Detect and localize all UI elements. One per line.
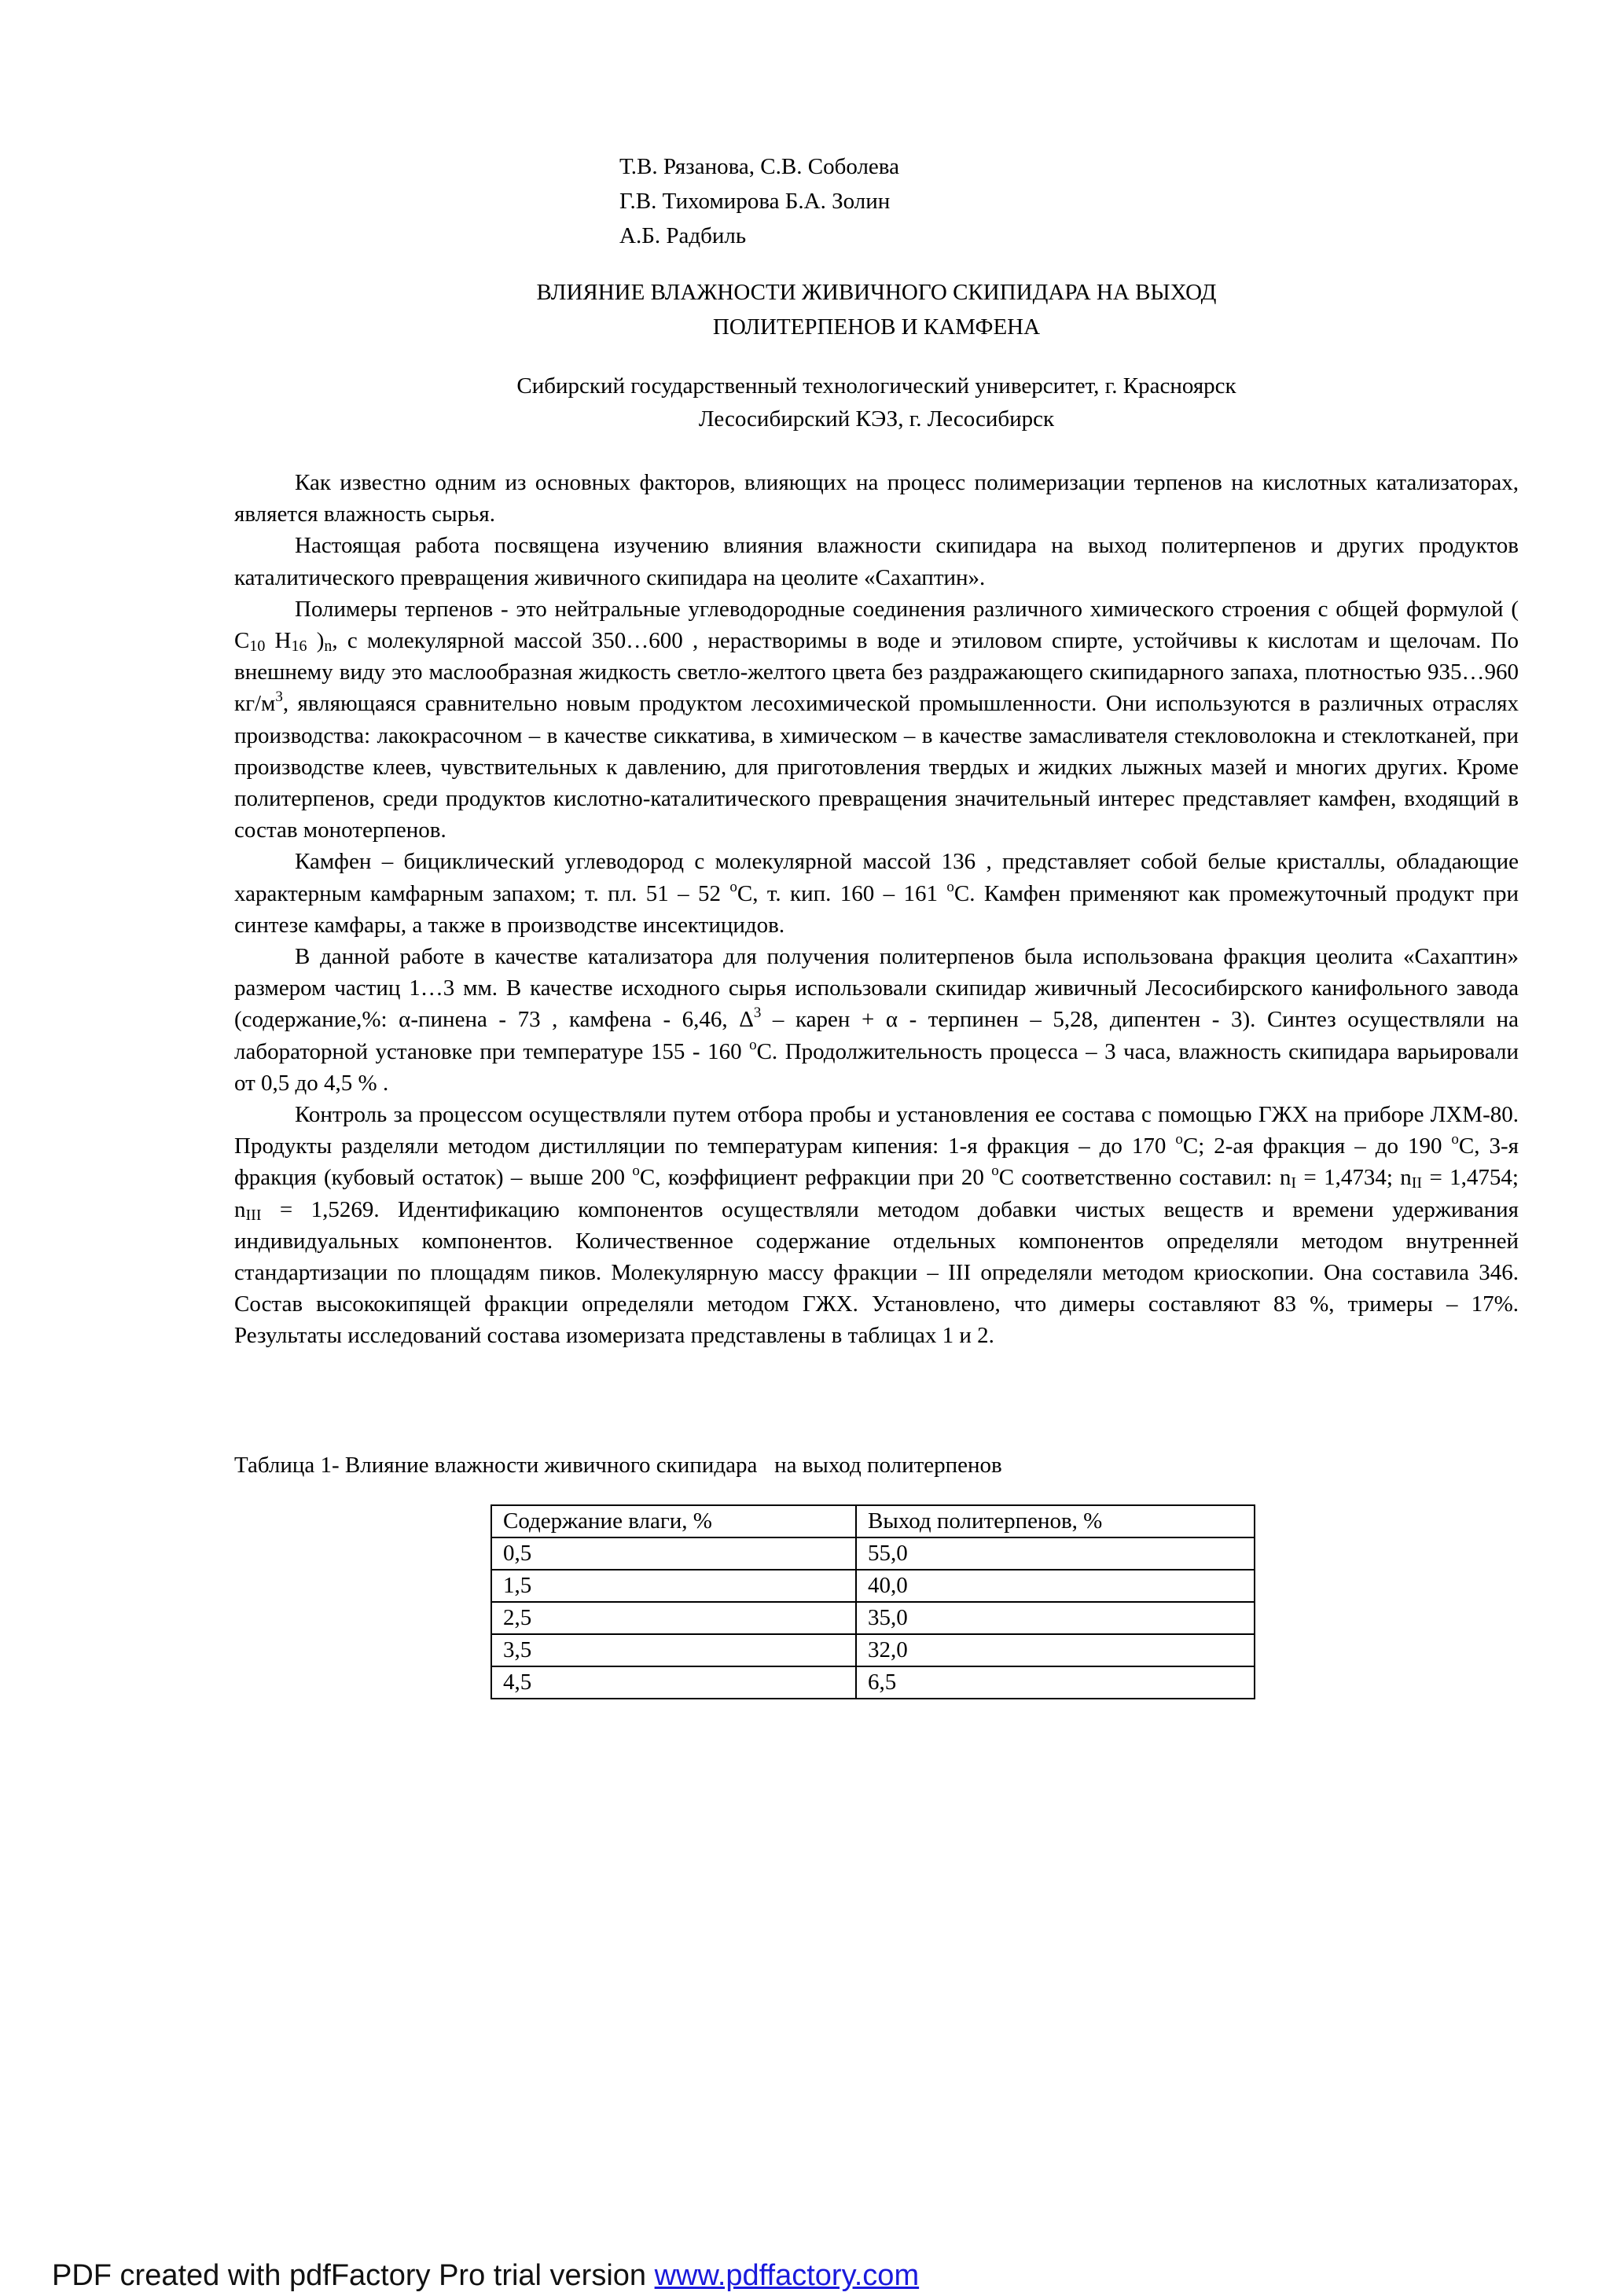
text-run: = 1,5269. Идентификацию компонентов осуществляли методом добавки чистых веществ и времени удерживания индивидуальных компонентов. Количественное содержание отдельных компонентов определяли методом внутренней стандартизации по площадям пиков. Молекулярную массу фракции – III определяли методом криоскопии. Она составила 346. Состав высококипящей фракции определяли методом ГЖХ. Установлено, что димеры составляют 83 %, тримеры – 17%. Результаты исследований состава изомеризата представлены в таблицах 1 и 2. [234, 1196, 1519, 1349]
table-cell: 3,5 [491, 1634, 856, 1666]
text-run: ) [307, 628, 325, 654]
text-run: = 1,4734; n [1296, 1165, 1412, 1191]
moisture-yield-table [491, 1504, 1255, 1699]
superscript: о [1175, 1131, 1183, 1148]
author-line-2: Г.В. Тихомирова Б.А. Золин [619, 189, 891, 214]
table-row [491, 1666, 1255, 1699]
superscript: о [1451, 1131, 1459, 1148]
text-run: С. Продолжительность процесса – 3 часа, влажность скипидара варьировали от 0,5 до 4,5 % . [234, 1038, 1519, 1096]
superscript: о [991, 1163, 999, 1180]
text-run: С соответственно составил: n [998, 1165, 1291, 1191]
column-header: Выход политерпенов, % [856, 1505, 1255, 1537]
table-cell: 35,0 [856, 1602, 1255, 1634]
pdf-footer [52, 2257, 919, 2294]
footer-link[interactable]: www.pdffactory.com [654, 2259, 920, 2292]
subscript: 10 [249, 637, 266, 656]
paragraph-4 [234, 846, 1519, 941]
superscript: о [749, 1036, 757, 1053]
table-cell: 1,5 [491, 1570, 856, 1602]
table-cell: 32,0 [856, 1634, 1255, 1666]
table-row [491, 1570, 1255, 1602]
table-cell: 6,5 [856, 1666, 1255, 1699]
text-run: С, коэффициент рефракции при 20 [639, 1165, 992, 1191]
title-line-1: ВЛИЯНИЕ ВЛАЖНОСТИ ЖИВИЧНОГО СКИПИДАРА НА ВЫХОД [536, 280, 1217, 305]
subscript: III [245, 1206, 262, 1224]
paragraph-1: Как известно одним из основных факторов, влияющих на процесс полимеризации терпенов на кислотных катализаторах, является влажность сырья. [234, 470, 1519, 527]
table-row [491, 1602, 1255, 1634]
text-run: С, т. кип. 160 – 161 [737, 880, 947, 906]
subscript: I [1291, 1174, 1296, 1192]
author-line-3: А.Б. Радбиль [619, 223, 747, 248]
text-run: Камфен – бициклический углеводород с молекулярной массой 136 , представляет собой белые кристаллы, обладающие характерным камфарным запахом; т. пл. 51 – 52 [234, 849, 1519, 906]
paragraph-2: Настоящая работа посвящена изучению влияния влажности скипидара на выход политерпенов и других продуктов каталитического превращения живичного скипидара на цеолите «Сахаптин». [234, 533, 1519, 590]
superscript: о [946, 878, 954, 895]
footer-text: PDF created with pdfFactory Pro trial version [52, 2259, 655, 2292]
text-run: С, 3-я фракция (кубовый остаток) – выше 200 [234, 1133, 1519, 1191]
affiliation-1: Сибирский государственный технологический университет, г. Красноярск [516, 373, 1236, 399]
table-cell: 2,5 [491, 1602, 856, 1634]
table-cell: 40,0 [856, 1570, 1255, 1602]
title-line-2: ПОЛИТЕРПЕНОВ И КАМФЕНА [712, 314, 1041, 340]
table-row [491, 1634, 1255, 1666]
text-run: – карен + α - терпинен – 5,28, дипентен - 3). Синтез осуществляли на лабораторной установке при температуре 155 - 160 [234, 1007, 1519, 1064]
text-run: С; 2-ая фракция – до 190 [1182, 1133, 1452, 1159]
table-caption: Таблица 1- Влияние влажности живичного скипидара на выход политерпенов [234, 1453, 1002, 1478]
superscript: о [729, 878, 737, 895]
text-run: H [265, 628, 292, 654]
affiliations [236, 369, 1517, 435]
authors [619, 149, 899, 253]
text-run: В данной работе в качестве катализатора для получения политерпенов была использована фракция цеолита «Сахаптин» размером частиц 1…3 мм. В качестве исходного сырья использовали скипидар живичный Лесосибирского канифольного завода (содержание,%: α-пинена - 73 , камфена - 6,46, Δ [234, 944, 1519, 1033]
superscript: 3 [753, 1005, 762, 1022]
affiliation-2: Лесосибирский КЭЗ, г. Лесосибирск [698, 406, 1055, 432]
table-header-row [491, 1505, 1255, 1537]
paragraph-5 [234, 941, 1519, 1099]
paper-title [236, 275, 1517, 344]
subscript: II [1411, 1174, 1423, 1192]
text-run: Полимеры терпенов - это нейтральные углеводородные соединения различного химического строения с общей формулой ( C [234, 596, 1519, 654]
author-line-1: Т.В. Рязанова, С.В. Соболева [619, 154, 899, 179]
subscript: 16 [291, 637, 307, 656]
text-run: С. Камфен применяют как промежуточный продукт при синтезе камфары, а также в производстве инсектицидов. [234, 880, 1519, 938]
table-cell: 0,5 [491, 1537, 856, 1570]
text-run: Контроль за процессом осуществляли путем отбора пробы и установления ее состава с помощью ГЖХ на приборе ЛХМ-80. Продукты разделяли методом дистилляции по температурам кипения: 1-я фракция – до 170 [234, 1102, 1519, 1159]
subscript: n [324, 637, 333, 656]
column-header: Содержание влаги, % [491, 1505, 856, 1537]
table-cell: 55,0 [856, 1537, 1255, 1570]
table-row [491, 1537, 1255, 1570]
text-run: , с молекулярной массой 350…600 , нерастворимы в воде и этиловом спирте, устойчивы к кислотам и щелочам. По внешнему виду это маслообразная жидкость светло-желтого цвета без раздражающего скипидарного запаха, плотностью 935…960 кг/м [234, 628, 1519, 717]
table-cell: 4,5 [491, 1666, 856, 1699]
paper-body [234, 467, 1519, 1352]
paragraph-6 [234, 1099, 1519, 1352]
superscript: о [632, 1163, 640, 1180]
paragraph-3 [234, 593, 1519, 847]
superscript: 3 [275, 689, 283, 706]
text-run: = 1,4754; n [234, 1165, 1519, 1222]
text-run: , являющаяся сравнительно новым продуктом лесохимической промышленности. Они используются в различных отраслях производства: лакокрасочном – в качестве сиккатива, в химическом – в качестве замасливателя стекловолокна и стеклотканей, при производстве клеев, чувствительных к давлению, для приготовления твердых и жидких лыжных мазей и многих других. Кроме политерпенов, среди продуктов кислотно-каталитического превращения значительный интерес представляет камфен, входящий в состав монотерпенов. [234, 691, 1519, 843]
